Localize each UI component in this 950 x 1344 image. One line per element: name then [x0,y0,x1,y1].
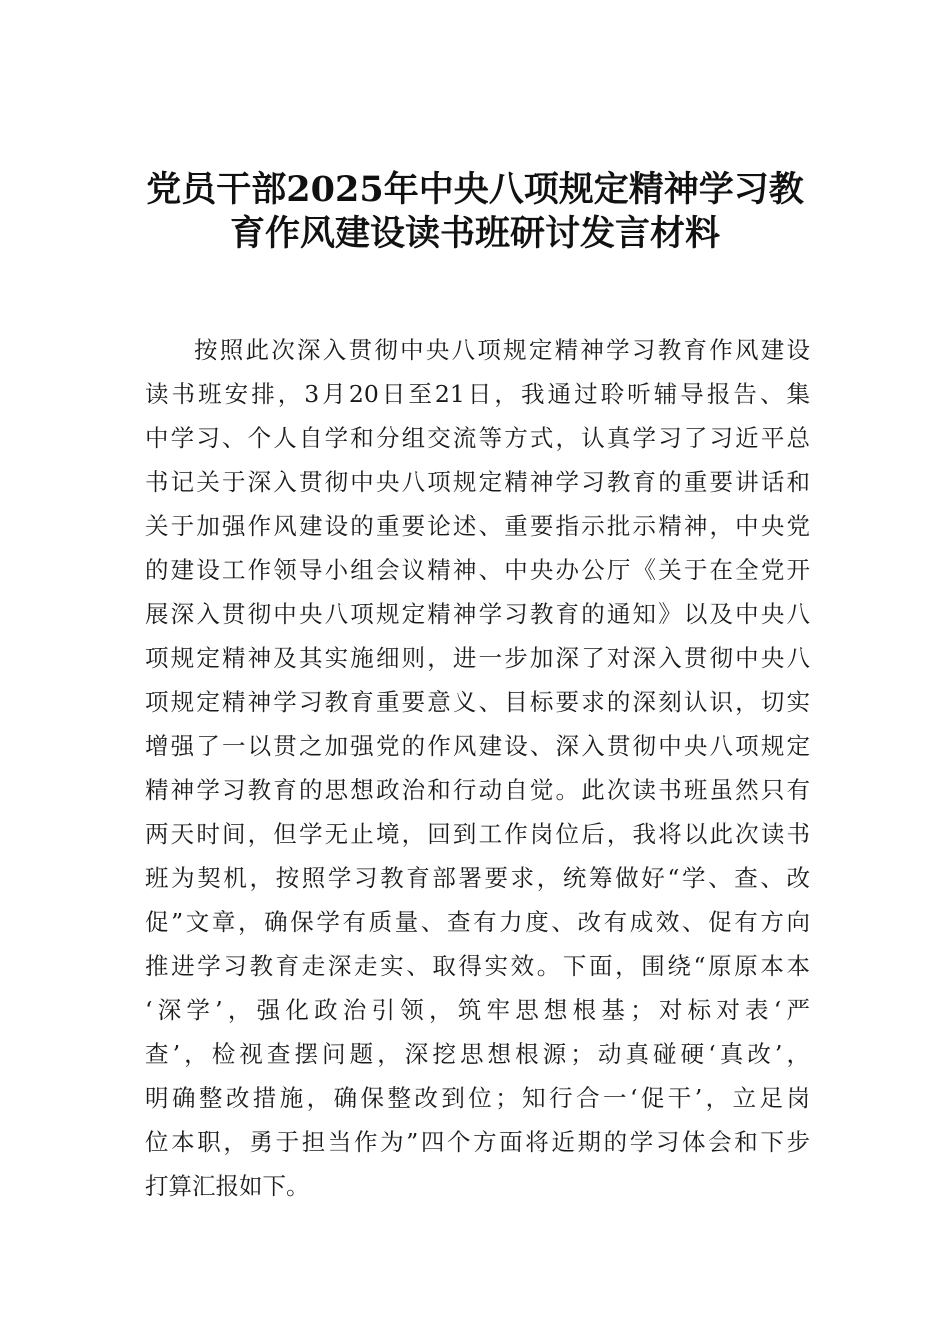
body-line-8: 项规定精神及其实施细则，进一步加深了对深入贯彻中央八 [145,644,810,672]
document-title-line-1: 党员干部2025年中央八项规定精神学习教 [146,169,804,210]
body-line-7: 展深入贯彻中央八项规定精神学习教育的通知》以及中央八 [145,600,810,628]
body-line-1: 按照此次深入贯彻中央八项规定精神学习教育作风建设 [194,336,810,364]
body-line-19: 位本职，勇于担当作为”四个方面将近期的学习体会和下步 [145,1128,810,1156]
body-line-6: 的建设工作领导小组会议精神、中央办公厅《关于在全党开 [145,556,810,584]
body-line-5: 关于加强作风建设的重要论述、重要指示批示精神，中央党 [145,512,810,540]
body-line-18: 明确整改措施，确保整改到位；知行合一‘促干’，立足岗 [145,1084,810,1112]
body-line-3: 中学习、个人自学和分组交流等方式，认真学习了习近平总 [145,424,810,452]
body-line-2: 读书班安排，3月20日至21日，我通过聆听辅导报告、集 [145,380,810,408]
body-line-10: 增强了一以贯之加强党的作风建设、深入贯彻中央八项规定 [145,732,810,760]
body-line-12: 两天时间，但学无止境，回到工作岗位后，我将以此次读书 [145,820,810,848]
body-line-13: 班为契机，按照学习教育部署要求，统筹做好“学、查、改 [145,864,810,892]
document-title-line-2: 育作风建设读书班研讨发言材料 [229,213,720,254]
body-line-4: 书记关于深入贯彻中央八项规定精神学习教育的重要讲话和 [145,468,810,496]
body-line-14: 促”文章，确保学有质量、查有力度、改有成效、促有方向 [145,908,810,936]
body-line-16: ‘深学’，强化政治引领，筑牢思想根基；对标对表‘严 [145,996,810,1024]
body-line-15: 推进学习教育走深走实、取得实效。下面，围绕“原原本本 [145,952,810,980]
body-line-9: 项规定精神学习教育重要意义、目标要求的深刻认识，切实 [145,688,810,716]
body-line-20: 打算汇报如下。 [145,1172,310,1200]
body-line-17: 查’，检视查摆问题，深挖思想根源；动真碰硬‘真改’， [145,1040,810,1068]
body-line-11: 精神学习教育的思想政治和行动自觉。此次读书班虽然只有 [145,776,810,804]
